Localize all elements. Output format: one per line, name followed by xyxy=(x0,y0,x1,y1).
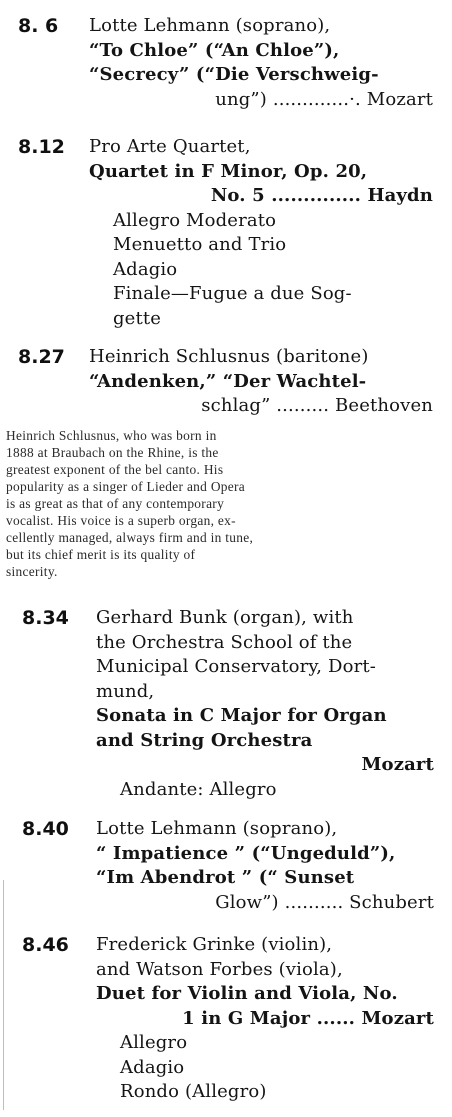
note-line: sincerity. xyxy=(6,564,58,579)
performer-note xyxy=(6,427,438,580)
work-title-line: “Secrecy” (“Die Verschweig- xyxy=(89,64,379,85)
movement-line: Allegro xyxy=(120,1032,188,1053)
composer-line: schlag” ......... Beethoven xyxy=(201,395,433,416)
entry-body xyxy=(89,14,433,112)
performer-line: mund, xyxy=(96,680,155,702)
work-title-line: “To Chloe” (“An Chloe”), xyxy=(89,39,340,61)
composer-line: Glow”) .......... Schubert xyxy=(215,891,434,913)
entry-time: 8.12 xyxy=(18,136,65,158)
entry-time: 8.34 xyxy=(22,607,69,629)
note-line: vocalist. His voice is a superb organ, ex- xyxy=(6,513,236,528)
composer-line: No. 5 .............. Haydn xyxy=(210,185,433,206)
performer-line: Heinrich Schlusnus (baritone) xyxy=(89,346,369,367)
work-title-line: “ Impatience ” (“Ungeduld”), xyxy=(96,842,396,864)
movement-line: Finale—Fugue a due Sog- xyxy=(113,283,352,304)
work-title-line: Duet for Violin and Viola, No. xyxy=(96,983,398,1004)
work-title-line: Quartet in F Minor, Op. 20, xyxy=(89,160,368,182)
performer-line: Gerhard Bunk (organ), with xyxy=(96,607,354,628)
movement-line: Adagio xyxy=(120,1056,185,1078)
entry-body xyxy=(89,135,433,331)
work-title-line: “Andenken,” “Der Wachtel- xyxy=(89,370,367,392)
note-line: but its chief merit is its quality of xyxy=(6,547,196,562)
movement-line: Adagio xyxy=(113,258,178,280)
note-line: popularity as a singer of Lieder and Opera xyxy=(6,479,246,494)
entry-time: 8.40 xyxy=(22,818,69,840)
performer-line: the Orchestra School of the xyxy=(96,631,353,653)
performer-line: Municipal Conservatory, Dort- xyxy=(96,656,376,677)
composer-line: 1 in G Major ...... Mozart xyxy=(182,1007,434,1029)
performer-line: Frederick Grinke (violin), xyxy=(96,934,333,955)
movement-line: gette xyxy=(113,307,162,329)
page-edge-rule xyxy=(3,880,4,1110)
entry-body xyxy=(96,817,434,915)
note-line: Heinrich Schlusnus, who was born in xyxy=(6,428,217,443)
movement-line: Allegro Moderato xyxy=(113,209,277,231)
movement-line: Andante: Allegro xyxy=(120,778,277,800)
note-line: cellently managed, always firm and in tune, xyxy=(6,530,254,545)
performer-line: Lotte Lehmann (soprano), xyxy=(89,15,331,36)
work-title-line: “Im Abendrot ” (“ Sunset xyxy=(96,867,355,888)
entry-body xyxy=(89,345,433,419)
entry-time: 8.46 xyxy=(22,934,69,956)
work-title-line: and String Orchestra xyxy=(96,729,313,751)
entry-body xyxy=(96,606,434,802)
composer-line: ung”) .............·. Mozart xyxy=(215,88,433,110)
entry-body xyxy=(96,933,434,1105)
performer-line: Lotte Lehmann (soprano), xyxy=(96,818,338,839)
note-line: is as great as that of any contemporary xyxy=(6,496,225,511)
entry-time: 8.27 xyxy=(18,346,65,368)
note-line: greatest exponent of the bel canto. His xyxy=(6,462,224,477)
note-line: 1888 at Braubach on the Rhine, is the xyxy=(6,445,219,460)
work-title-line: Sonata in C Major for Organ xyxy=(96,705,387,726)
composer-line: Mozart xyxy=(361,754,434,775)
performer-line: and Watson Forbes (viola), xyxy=(96,958,343,980)
movement-line: Rondo (Allegro) xyxy=(120,1081,267,1102)
entry-time: 8. 6 xyxy=(18,15,59,37)
performer-line: Pro Arte Quartet, xyxy=(89,136,251,157)
movement-line: Menuetto and Trio xyxy=(113,234,287,255)
